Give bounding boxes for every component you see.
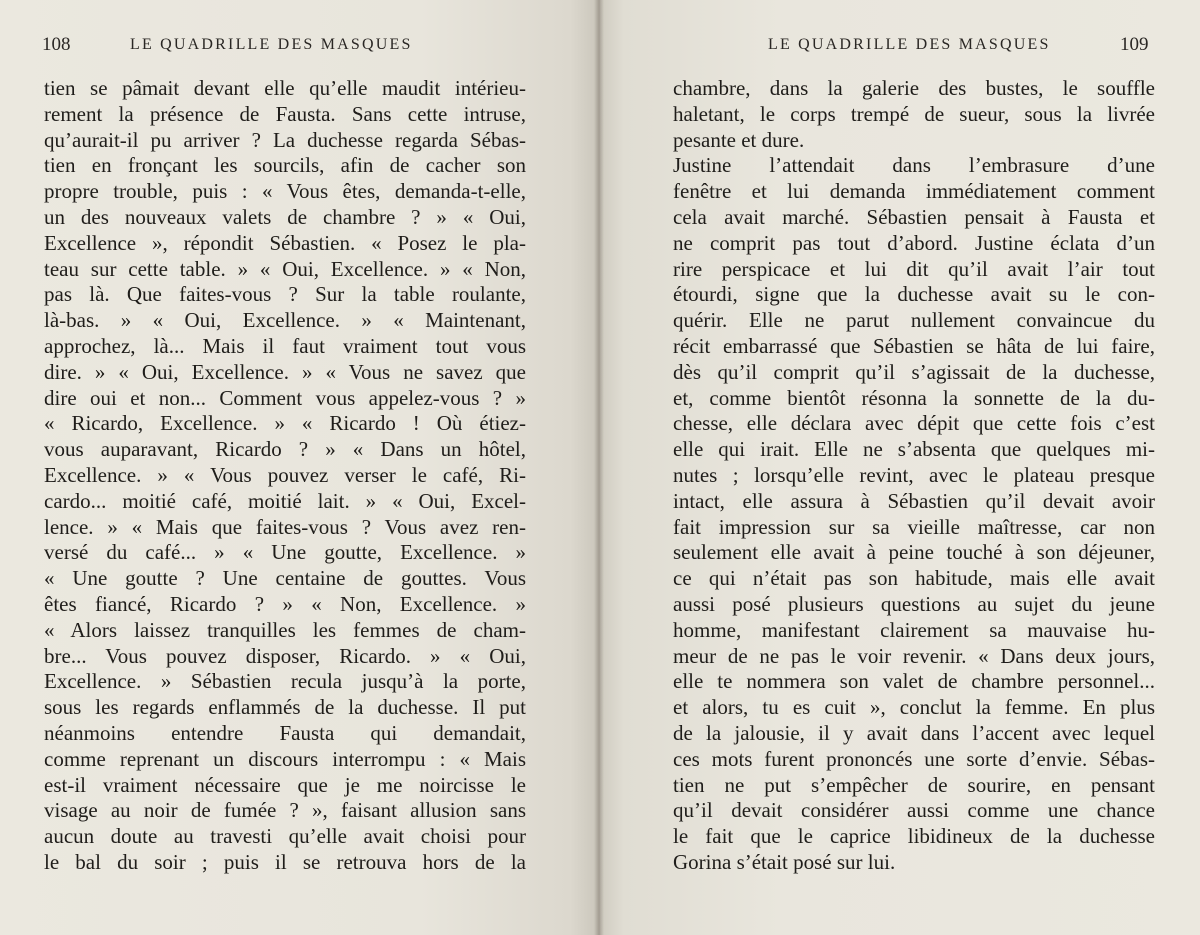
right-page-number: 109 <box>1120 34 1149 55</box>
text-line: Excellence. » Sébastien recula jusqu’à la porte, <box>44 669 526 694</box>
text-line: fenêtre et lui demanda immédiatement comment <box>673 179 1155 204</box>
text-line: et, comme bientôt résonna la sonnette de la du- <box>673 385 1155 410</box>
text-line: approchez, là... Mais il faut vraiment tout vous <box>44 333 526 358</box>
text-line: est-il vraiment nécessaire que je me noircisse le <box>44 772 526 797</box>
text-line: cela avait marché. Sébastien pensait à Fausta et <box>673 204 1155 229</box>
text-line: qu’aurait-il pu arriver ? La duchesse regarda Sébas- <box>44 127 526 152</box>
text-line: rement la présence de Fausta. Sans cette intruse, <box>44 101 526 126</box>
text-line: teau sur cette table. » « Oui, Excellence. » « Non, <box>44 256 526 281</box>
text-line: tien ne put s’empêcher de sourire, en pensant <box>673 772 1155 797</box>
left-page-number: 108 <box>42 34 71 55</box>
text-line: aucun doute au travesti qu’elle avait choisi pour <box>44 824 526 849</box>
text-line: là-bas. » « Oui, Excellence. » « Maintenant, <box>44 308 526 333</box>
text-line: cardo... moitié café, moitié lait. » « Oui, Excel- <box>44 488 526 513</box>
text-line: comme reprenant un discours interrompu : « Mais <box>44 746 526 771</box>
text-line: chesse, elle déclara avec dépit que cette fois c’est <box>673 411 1155 436</box>
text-line: ne comprit pas tout d’abord. Justine éclata d’un <box>673 230 1155 255</box>
text-line: meur de ne pas le voir revenir. « Dans deux jours, <box>673 643 1155 668</box>
text-line: et alors, tu es cuit », conclut la femme. En plus <box>673 695 1155 720</box>
text-line: dès qu’il comprit qu’il s’agissait de la duchesse, <box>673 359 1155 384</box>
text-line: Justine l’attendait dans l’embrasure d’une <box>673 153 1155 178</box>
text-line: dire oui et non... Comment vous appelez-vous ? » <box>44 385 526 410</box>
left-running-head: LE QUADRILLE DES MASQUES <box>130 36 413 53</box>
text-line: récit embarrassé que Sébastien se hâta de lui faire, <box>673 333 1155 358</box>
text-line: intact, elle assura à Sébastien qu’il devait avoir <box>673 488 1155 513</box>
text-line: quérir. Elle ne parut nullement convaincue du <box>673 308 1155 333</box>
right-running-head: LE QUADRILLE DES MASQUES <box>768 36 1051 53</box>
text-line: tien se pâmait devant elle qu’elle maudit intérieu- <box>44 76 526 100</box>
text-line: néanmoins entendre Fausta qui demandait, <box>44 720 526 745</box>
text-line: « Une goutte ? Une centaine de gouttes. Vous <box>44 566 526 591</box>
text-line: elle te nommera son valet de chambre personnel... <box>673 669 1155 694</box>
text-line: nutes ; lorsqu’elle revint, avec le plateau presque <box>673 462 1155 487</box>
text-line: ces mots furent prononcés une sorte d’envie. Sébas- <box>673 746 1155 771</box>
text-line: dire. » « Oui, Excellence. » « Vous ne savez que <box>44 359 526 384</box>
text-line: aussi posé plusieurs questions au sujet du jeune <box>673 591 1155 616</box>
text-line: elle qui irait. Elle ne s’absenta que quelques mi- <box>673 437 1155 462</box>
text-line: de la jalousie, il y avait dans l’accent avec lequel <box>673 720 1155 745</box>
left-page-text <box>44 76 526 876</box>
right-page <box>600 0 1200 935</box>
right-page-text <box>673 76 1155 876</box>
text-line: bre... Vous pouvez disposer, Ricardo. » « Oui, <box>44 643 526 668</box>
text-line: homme, manifestant clairement sa mauvaise hu- <box>673 617 1155 642</box>
text-line: le bal du soir ; puis il se retrouva hors de la <box>44 849 526 874</box>
text-line: propre trouble, puis : « Vous êtes, demanda-t-elle, <box>44 179 526 204</box>
text-line: seulement elle avait à peine touché à son déjeuner, <box>673 540 1155 565</box>
text-line: fait impression sur sa vieille maîtresse, car non <box>673 514 1155 539</box>
text-line: versé du café... » « Une goutte, Excellence. » <box>44 540 526 565</box>
text-line: le fait que le caprice libidineux de la duchesse <box>673 824 1155 849</box>
text-line: Excellence. » « Vous pouvez verser le café, Ri- <box>44 462 526 487</box>
text-line: sous les regards enflammés de la duchesse. Il put <box>44 695 526 720</box>
text-line: Excellence », répondit Sébastien. « Posez le pla- <box>44 230 526 255</box>
text-line: Gorina s’était posé sur lui. <box>673 849 896 874</box>
text-line: « Alors laissez tranquilles les femmes de cham- <box>44 617 526 642</box>
text-line: haletant, le corps trempé de sueur, sous la livrée <box>673 101 1155 126</box>
text-line: visage au noir de fumée ? », faisant allusion sans <box>44 798 526 823</box>
text-line: pas là. Que faites-vous ? Sur la table roulante, <box>44 282 526 307</box>
text-line: êtes fiancé, Ricardo ? » « Non, Excellence. » <box>44 591 526 616</box>
text-line: étourdi, signe que la duchesse avait su le con- <box>673 282 1155 307</box>
text-line: pesante et dure. <box>673 127 805 152</box>
text-line: « Ricardo, Excellence. » « Ricardo ! Où étiez- <box>44 411 526 436</box>
text-line: un des nouveaux valets de chambre ? » « Oui, <box>44 204 526 229</box>
text-line: qu’il devait considérer aussi comme une chance <box>673 798 1155 823</box>
text-line: ce qui n’était pas son habitude, mais elle avait <box>673 566 1155 591</box>
text-line: lence. » « Mais que faites-vous ? Vous avez ren- <box>44 514 526 539</box>
text-line: chambre, dans la galerie des bustes, le souffle <box>673 76 1155 100</box>
text-line: vous auparavant, Ricardo ? » « Dans un hôtel, <box>44 437 526 462</box>
text-line: tien en fronçant les sourcils, afin de cacher son <box>44 153 526 178</box>
text-line: rire perspicace et lui dit qu’il avait l’air tout <box>673 256 1155 281</box>
